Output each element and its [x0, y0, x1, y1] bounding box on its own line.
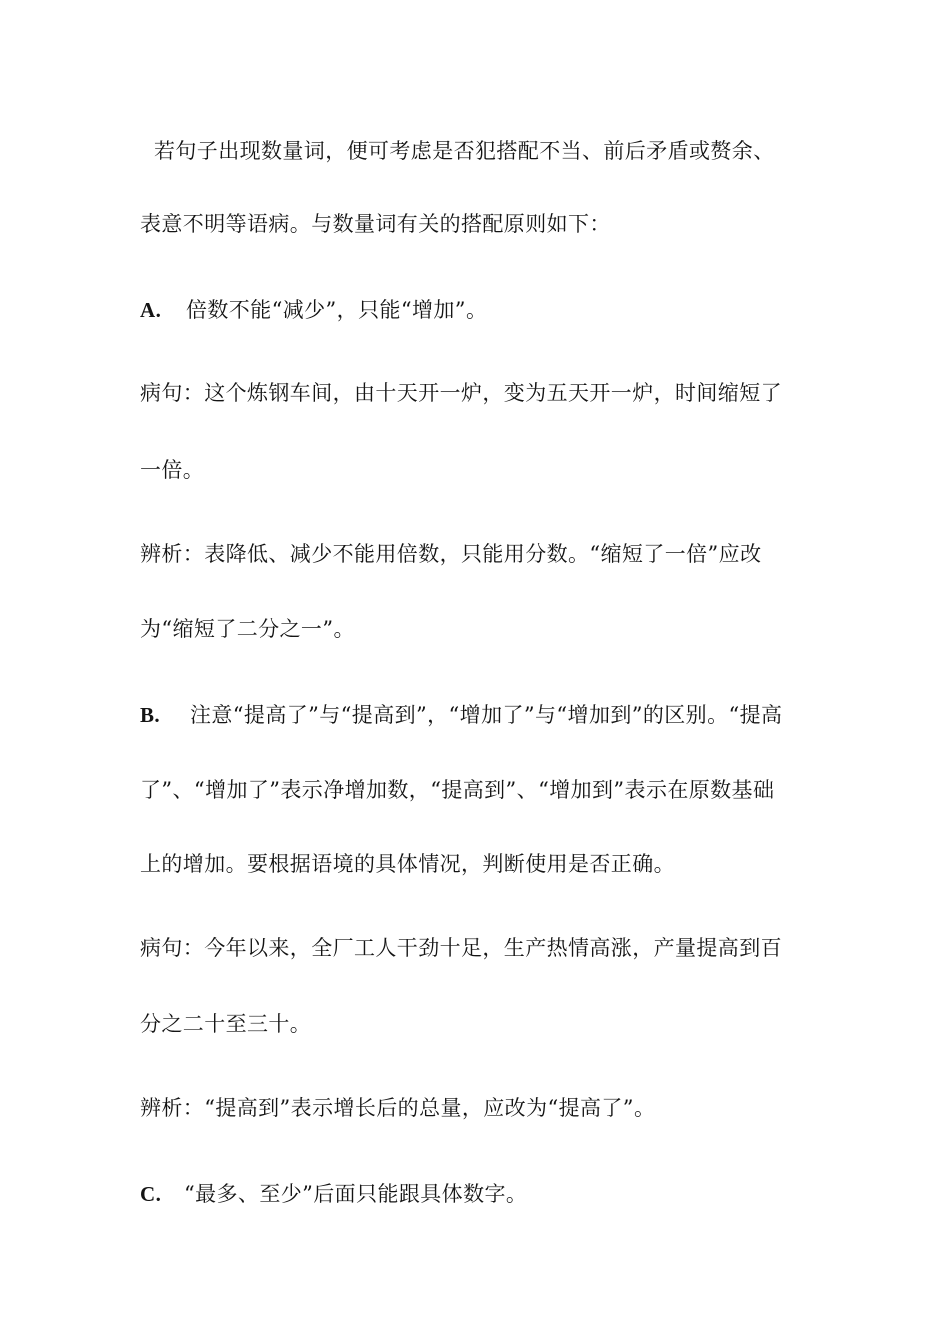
section-c-heading: “最多、至少”后面只能跟具体数字。: [184, 1182, 528, 1206]
section-b-example-line-2: 分之二十至三十。: [140, 1012, 312, 1036]
section-b-heading-line-1: [140, 700, 782, 730]
section-c-heading-line: [140, 1179, 527, 1209]
section-a-analysis-line-2: 为“缩短了二分之一”。: [140, 617, 355, 641]
section-b-heading: 注意“提高了”与“提高到”，“增加了”与“增加到”的区别。“提高: [190, 703, 783, 727]
section-c-label: C.: [140, 1182, 162, 1206]
section-b-example-line-1: 病句：今年以来，全厂工人干劲十足，生产热情高涨，产量提高到百: [140, 936, 782, 960]
section-b-label: B.: [140, 703, 161, 727]
section-a-heading-line: [140, 295, 487, 325]
section-a-heading: 倍数不能“减少”，只能“增加”。: [186, 298, 488, 322]
section-b-heading-line-2: 了”、“增加了”表示净增加数，“提高到”、“增加到”表示在原数基础: [140, 778, 775, 802]
intro-line-1: 若句子出现数量词，便可考虑是否犯搭配不当、前后矛盾或赘余、: [154, 139, 775, 163]
section-b-heading-line-3: 上的增加。要根据语境的具体情况，判断使用是否正确。: [140, 852, 675, 876]
section-b-analysis-line-1: 辨析：“提高到”表示增长后的总量，应改为“提高了”。: [140, 1096, 656, 1120]
section-a-analysis-line-1: 辨析：表降低、减少不能用倍数，只能用分数。“缩短了一倍”应改: [140, 542, 762, 566]
section-a-example-line-1: 病句：这个炼钢车间，由十天开一炉，变为五天开一炉，时间缩短了: [140, 381, 782, 405]
intro-line-2: 表意不明等语病。与数量词有关的搭配原则如下：: [140, 212, 611, 236]
section-a-label: A.: [140, 298, 162, 322]
section-a-example-line-2: 一倍。: [140, 458, 205, 482]
